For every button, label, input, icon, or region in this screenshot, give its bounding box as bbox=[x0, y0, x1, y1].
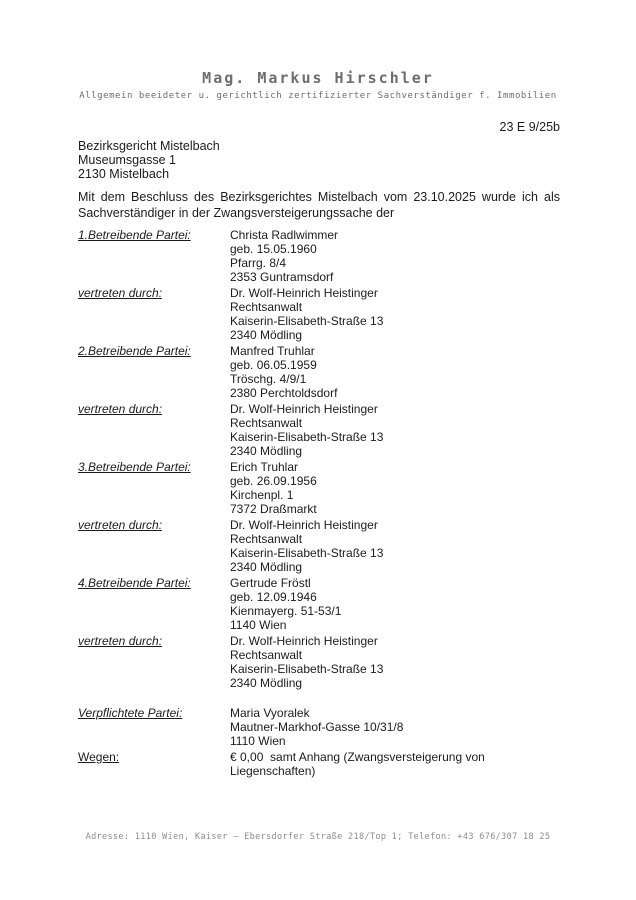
party-value-line: 2340 Mödling bbox=[230, 560, 303, 574]
party-value bbox=[230, 576, 560, 632]
party-value-line: Mautner-Markhof-Gasse 10/31/8 bbox=[230, 720, 404, 734]
party-value-line: geb. 12.09.1946 bbox=[230, 590, 317, 604]
letterhead bbox=[0, 0, 636, 102]
party-value-line: Rechtsanwalt bbox=[230, 300, 303, 314]
party-value-line: Erich Truhlar bbox=[230, 460, 299, 474]
case-number: 23 E 9/25b bbox=[499, 120, 560, 134]
letterhead-subtitle: Allgemein beeideter u. gerichtlich zertifizierter Sachverständiger f. Immobilien bbox=[79, 91, 557, 101]
party-row bbox=[78, 706, 560, 748]
party-value bbox=[230, 286, 560, 342]
party-value bbox=[230, 402, 560, 458]
party-value-line: Pfarrg. 8/4 bbox=[230, 256, 287, 270]
party-label: Wegen: bbox=[78, 750, 120, 764]
party-value-line: Kaiserin-Elisabeth-Straße 13 bbox=[230, 430, 384, 444]
party-row bbox=[78, 576, 560, 632]
recipient-address bbox=[78, 139, 560, 181]
party-row bbox=[78, 634, 560, 690]
party-row bbox=[78, 460, 560, 516]
party-value-line: Rechtsanwalt bbox=[230, 648, 303, 662]
recipient-line: Museumsgasse 1 bbox=[78, 153, 176, 167]
party-value-line: Rechtsanwalt bbox=[230, 532, 303, 546]
party-value-line: Kienmayerg. 51-53/1 bbox=[230, 604, 342, 618]
party-value-line: Christa Radlwimmer bbox=[230, 228, 339, 242]
party-value-line: € 0,00 samt Anhang (Zwangsversteigerung von Liegenschaften) bbox=[230, 750, 485, 778]
intro-paragraph: Mit dem Beschluss des Bezirksgerichtes Mistelbach vom 23.10.2025 wurde ich als Sachverständiger in der Zwangsversteigerungssache der bbox=[78, 190, 560, 220]
party-value-line: Gertrude Fröstl bbox=[230, 576, 311, 590]
party-label: Verpflichtete Partei: bbox=[78, 706, 183, 720]
party-value bbox=[230, 518, 560, 574]
party-value-line: 1110 Wien bbox=[230, 734, 286, 748]
party-row bbox=[78, 750, 560, 778]
recipient-line: Bezirksgericht Mistelbach bbox=[78, 139, 220, 153]
party-value-line: geb. 26.09.1956 bbox=[230, 474, 317, 488]
party-value-line: 2353 Guntramsdorf bbox=[230, 270, 334, 284]
party-value-line: Kaiserin-Elisabeth-Straße 13 bbox=[230, 546, 384, 560]
party-label: vertreten durch: bbox=[78, 518, 163, 532]
party-value-line: 2380 Perchtoldsdorf bbox=[230, 386, 338, 400]
parties-table bbox=[78, 228, 560, 778]
party-value-line: Manfred Truhlar bbox=[230, 344, 315, 358]
party-value-line: 1140 Wien bbox=[230, 618, 287, 632]
party-value-line: Dr. Wolf-Heinrich Heistinger bbox=[230, 634, 378, 648]
party-value bbox=[230, 750, 560, 778]
party-value bbox=[230, 228, 560, 284]
party-value-line: Dr. Wolf-Heinrich Heistinger bbox=[230, 286, 378, 300]
party-value-line: 2340 Mödling bbox=[230, 328, 303, 342]
party-value bbox=[230, 344, 560, 400]
footer-address: Adresse: 1110 Wien, Kaiser – Ebersdorfer Straße 218/Top 1; Telefon: +43 676/307 18 25 bbox=[85, 832, 551, 842]
letterhead-name: Mag. Markus Hirschler bbox=[202, 69, 434, 87]
party-value bbox=[230, 634, 560, 690]
recipient-line: 2130 Mistelbach bbox=[78, 167, 170, 181]
party-row bbox=[78, 228, 560, 284]
party-value-line: 2340 Mödling bbox=[230, 676, 303, 690]
party-value-line: geb. 15.05.1960 bbox=[230, 242, 317, 256]
party-value-line: geb. 06.05.1959 bbox=[230, 358, 317, 372]
party-value-line: Tröschg. 4/9/1 bbox=[230, 372, 307, 386]
party-row bbox=[78, 518, 560, 574]
party-label: 2.Betreibende Partei: bbox=[78, 344, 191, 358]
party-value-line: Dr. Wolf-Heinrich Heistinger bbox=[230, 402, 378, 416]
party-value-line: Dr. Wolf-Heinrich Heistinger bbox=[230, 518, 378, 532]
party-value bbox=[230, 706, 560, 748]
party-value-line: Rechtsanwalt bbox=[230, 416, 303, 430]
party-label: 3.Betreibende Partei: bbox=[78, 460, 191, 474]
party-value-line: Kaiserin-Elisabeth-Straße 13 bbox=[230, 314, 384, 328]
party-value-line: Maria Vyoralek bbox=[230, 706, 310, 720]
party-value-line: 7372 Draßmarkt bbox=[230, 502, 317, 516]
party-label: 4.Betreibende Partei: bbox=[78, 576, 191, 590]
party-value bbox=[230, 460, 560, 516]
party-row bbox=[78, 402, 560, 458]
party-value-line: Kirchenpl. 1 bbox=[230, 488, 294, 502]
party-label: vertreten durch: bbox=[78, 402, 163, 416]
party-row bbox=[78, 344, 560, 400]
party-value-line: Kaiserin-Elisabeth-Straße 13 bbox=[230, 662, 384, 676]
party-value-line: 2340 Mödling bbox=[230, 444, 303, 458]
party-label: 1.Betreibende Partei: bbox=[78, 228, 191, 242]
party-label: vertreten durch: bbox=[78, 634, 163, 648]
party-label: vertreten durch: bbox=[78, 286, 163, 300]
party-row bbox=[78, 286, 560, 342]
